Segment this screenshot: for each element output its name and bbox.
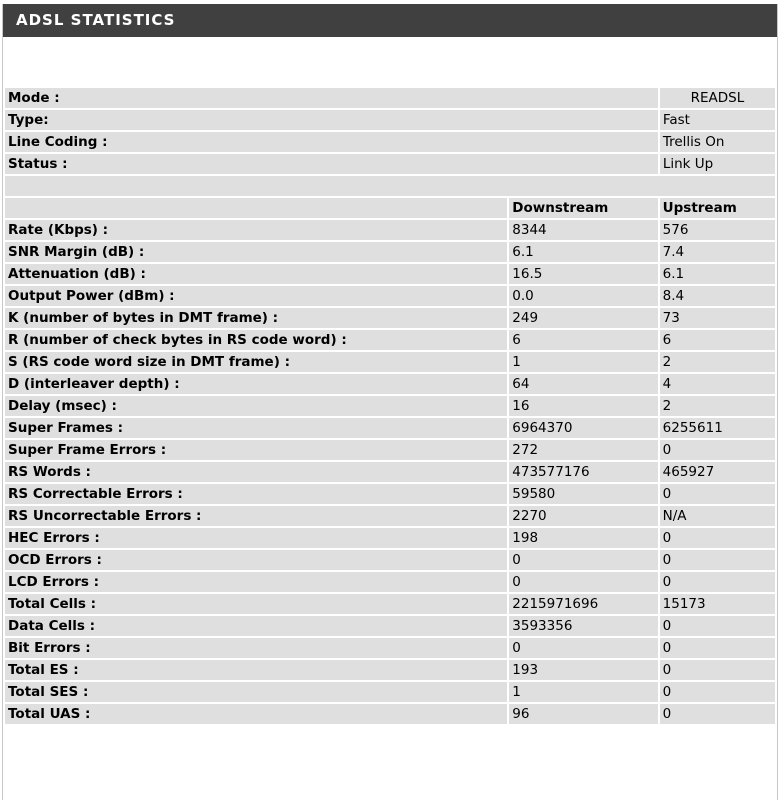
downstream-value: 59580 xyxy=(509,484,657,504)
stat-row xyxy=(5,462,775,482)
downstream-value: 2270 xyxy=(509,506,657,526)
stat-row xyxy=(5,528,775,548)
stat-label: K (number of bytes in DMT frame) : xyxy=(5,308,507,328)
downstream-value: 2215971696 xyxy=(509,594,657,614)
stat-row xyxy=(5,264,775,284)
upstream-value: 0 xyxy=(660,704,775,724)
stat-row xyxy=(5,418,775,438)
stat-label: RS Uncorrectable Errors : xyxy=(5,506,507,526)
downstream-value: 0 xyxy=(509,572,657,592)
stat-label: Total SES : xyxy=(5,682,507,702)
stat-row xyxy=(5,704,775,724)
stat-label: S (RS code word size in DMT frame) : xyxy=(5,352,507,372)
stat-label: RS Words : xyxy=(5,462,507,482)
downstream-value: 0.0 xyxy=(509,286,657,306)
upstream-value: 6.1 xyxy=(660,264,775,284)
stat-label: Total Cells : xyxy=(5,594,507,614)
downstream-value: 249 xyxy=(509,308,657,328)
upstream-value: 6255611 xyxy=(660,418,775,438)
blank-cell xyxy=(5,176,775,196)
upstream-value: 0 xyxy=(660,572,775,592)
stat-label: Rate (Kbps) : xyxy=(5,220,507,240)
stat-label: Data Cells : xyxy=(5,616,507,636)
downstream-value: 0 xyxy=(509,550,657,570)
downstream-value: 3593356 xyxy=(509,616,657,636)
status-label: Line Coding : xyxy=(5,132,658,152)
upstream-value: 465927 xyxy=(660,462,775,482)
downstream-value: 198 xyxy=(509,528,657,548)
stat-label: Super Frame Errors : xyxy=(5,440,507,460)
upstream-value: 0 xyxy=(660,638,775,658)
stat-label: Attenuation (dB) : xyxy=(5,264,507,284)
stat-row xyxy=(5,396,775,416)
stat-label: Delay (msec) : xyxy=(5,396,507,416)
stat-row xyxy=(5,484,775,504)
status-row xyxy=(5,132,775,152)
stat-row xyxy=(5,242,775,262)
stat-label: Total UAS : xyxy=(5,704,507,724)
stat-label: RS Correctable Errors : xyxy=(5,484,507,504)
stat-row xyxy=(5,616,775,636)
upstream-value: 2 xyxy=(660,352,775,372)
stat-label: OCD Errors : xyxy=(5,550,507,570)
status-label: Status : xyxy=(5,154,658,174)
section-title: ADSL STATISTICS xyxy=(3,4,777,37)
upstream-value: 8.4 xyxy=(660,286,775,306)
downstream-value: 8344 xyxy=(509,220,657,240)
downstream-value: 1 xyxy=(509,352,657,372)
upstream-value: 0 xyxy=(660,528,775,548)
stat-label: Total ES : xyxy=(5,660,507,680)
stat-row xyxy=(5,286,775,306)
upstream-value: 0 xyxy=(660,682,775,702)
status-label: Type: xyxy=(5,110,658,130)
upstream-header: Upstream xyxy=(660,198,775,218)
upstream-value: 0 xyxy=(660,440,775,460)
spacer xyxy=(3,37,777,86)
upstream-value: 15173 xyxy=(660,594,775,614)
upstream-value: 0 xyxy=(660,550,775,570)
downstream-value: 6.1 xyxy=(509,242,657,262)
upstream-value: 2 xyxy=(660,396,775,416)
adsl-statistics-panel xyxy=(2,4,778,800)
stat-row xyxy=(5,440,775,460)
upstream-value: 576 xyxy=(660,220,775,240)
stat-label: R (number of check bytes in RS code word) : xyxy=(5,330,507,350)
downstream-value: 1 xyxy=(509,682,657,702)
stat-row xyxy=(5,660,775,680)
downstream-value: 473577176 xyxy=(509,462,657,482)
downstream-value: 6 xyxy=(509,330,657,350)
status-value: Link Up xyxy=(660,154,775,174)
statistics-table xyxy=(3,174,777,726)
downstream-value: 16.5 xyxy=(509,264,657,284)
upstream-value: 0 xyxy=(660,484,775,504)
status-row xyxy=(5,110,775,130)
downstream-value: 193 xyxy=(509,660,657,680)
stat-label: Super Frames : xyxy=(5,418,507,438)
downstream-value: 96 xyxy=(509,704,657,724)
column-header-row xyxy=(5,198,775,218)
stat-label: HEC Errors : xyxy=(5,528,507,548)
stat-row xyxy=(5,638,775,658)
upstream-value: 6 xyxy=(660,330,775,350)
status-label: Mode : xyxy=(5,88,658,108)
downstream-value: 272 xyxy=(509,440,657,460)
downstream-header: Downstream xyxy=(509,198,657,218)
stat-row xyxy=(5,550,775,570)
stat-row xyxy=(5,572,775,592)
status-value: Trellis On xyxy=(660,132,775,152)
blank-row xyxy=(5,176,775,196)
stat-label: Bit Errors : xyxy=(5,638,507,658)
stat-label: SNR Margin (dB) : xyxy=(5,242,507,262)
upstream-value: 0 xyxy=(660,660,775,680)
status-row xyxy=(5,88,775,108)
stat-row xyxy=(5,682,775,702)
line-status-table xyxy=(3,86,777,176)
stat-label: LCD Errors : xyxy=(5,572,507,592)
status-value: Fast xyxy=(660,110,775,130)
status-value: READSL xyxy=(660,88,775,108)
stat-row xyxy=(5,506,775,526)
downstream-value: 64 xyxy=(509,374,657,394)
stat-row xyxy=(5,308,775,328)
upstream-value: 73 xyxy=(660,308,775,328)
stat-row xyxy=(5,220,775,240)
upstream-value: N/A xyxy=(660,506,775,526)
header-empty-cell xyxy=(5,198,507,218)
stat-row xyxy=(5,330,775,350)
stat-label: D (interleaver depth) : xyxy=(5,374,507,394)
downstream-value: 16 xyxy=(509,396,657,416)
downstream-value: 6964370 xyxy=(509,418,657,438)
stat-row xyxy=(5,352,775,372)
upstream-value: 4 xyxy=(660,374,775,394)
upstream-value: 0 xyxy=(660,616,775,636)
stat-label: Output Power (dBm) : xyxy=(5,286,507,306)
stat-row xyxy=(5,594,775,614)
stat-row xyxy=(5,374,775,394)
status-row xyxy=(5,154,775,174)
upstream-value: 7.4 xyxy=(660,242,775,262)
downstream-value: 0 xyxy=(509,638,657,658)
